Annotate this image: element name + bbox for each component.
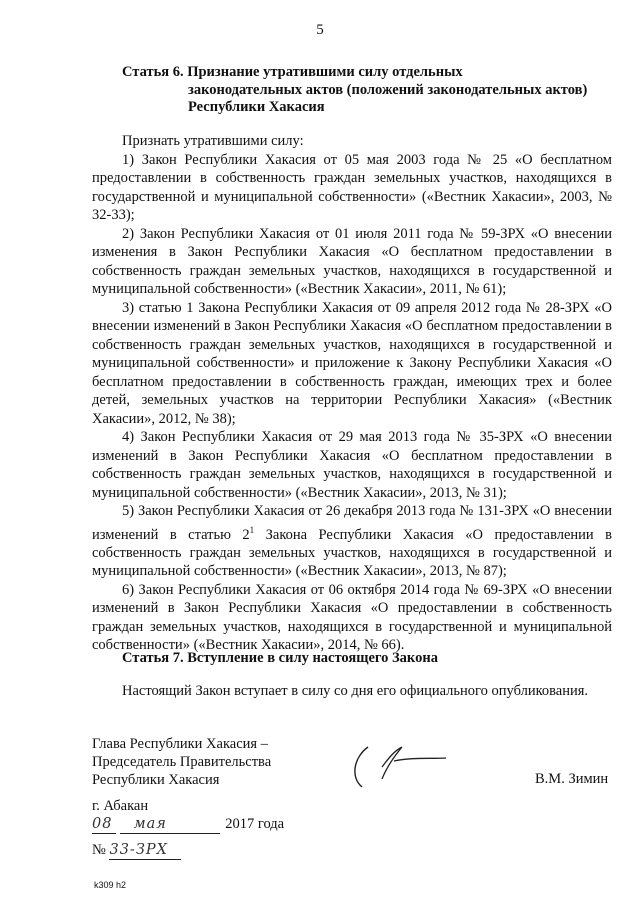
signer-name: В.М. Зимин (535, 771, 609, 787)
article-6-heading (122, 64, 612, 117)
date-day-blank (92, 816, 116, 834)
law-number-value: 33-ЗРХ (109, 842, 168, 858)
city-name: г. Абакан (92, 798, 149, 814)
law-number-blank (109, 842, 181, 860)
date-month: мая (133, 816, 167, 832)
article-6-intro: Признать утратившими силу: (122, 133, 304, 149)
signatory-title (92, 735, 271, 789)
repeal-item-2: 2) Закон Республики Хакасия от 01 июля 2011 года № 59-ЗРХ «О внесении изменения в Закон Республики Хакасия «О бесплатном предоставлении в собственность граждан земельных участков, находящихся в государственной и муниципальной собственности» («Вестник Хакасии», 2011, № 61); (92, 225, 612, 297)
article-7-text: Настоящий Закон вступает в силу со дня его официального опубликования. (122, 683, 589, 699)
page-number: 5 (316, 22, 324, 38)
signatory-title-line2: Председатель Правительства (92, 754, 272, 770)
repeal-item-5-text-a: 5) Закон Республики Хакасия от 26 декабря 2013 года № 131-ЗРХ «О внесении изменений в статью 2 (92, 503, 612, 543)
repeal-item-4: 4) Закон Республики Хакасия от 29 мая 2013 года № 35-ЗРХ «О внесении изменений в Закон Республики Хакасия «О бесплатном предоставлении в собственность граждан земельных участков, находящихся в государственной и муниципальной собственности» («Вестник Хакасии», 2013, № 31); (92, 429, 612, 501)
article-6-heading-line1: Статья 6. Признание утратившими силу отдельных (122, 64, 463, 80)
article-7-heading: Статья 7. Вступление в силу настоящего Закона (122, 650, 438, 666)
repeal-item-1: 1) Закон Республики Хакасия от 05 мая 2003 года № 25 «О бесплатном предоставлении в собственность граждан земельных участков, находящихся в государственной и муниципальной собственности» («Вестник Хакасии», 2003, № 32-33); (92, 151, 612, 223)
article-6-heading-line2: законодательных актов (положений законодательных актов) (188, 81, 588, 98)
date-month-blank (120, 816, 220, 834)
handwritten-signature (342, 737, 452, 795)
date-year: 2017 года (225, 816, 285, 832)
repeal-item-3: 3) статью 1 Закона Республики Хакасия от 09 апреля 2012 года № 28-ЗРХ «О внесении изменений в Закон Республики Хакасия «О бесплатном предоставлении в собственность граждан земельных участков, находящихся в государственной и муниципальной собственности» и приложение к Закону Республики Хакасия «О бесплатном предоставлении в собственность граждан, имеющих трех и более детей, земельных участков на территории Республики Хакасия» («Вестник Хакасии», 2012, № 38); (92, 299, 612, 427)
repeal-item-5-text-b: Закона Республики Хакасия «О предоставлении в собственность граждан земельных участков, находящихся в государственной и муниципальной собственности» («Вестник Хакасии», 2013, № 87); (92, 526, 613, 580)
signing-date (92, 816, 352, 838)
law-number (92, 842, 181, 860)
repeal-item-5 (92, 502, 612, 581)
repeal-item-5-superscript: 1 (249, 524, 255, 535)
law-number-prefix: № (92, 842, 106, 858)
article-6-body (92, 132, 612, 655)
signatory-title-line3: Республики Хакасия (92, 772, 220, 788)
repeal-item-6: 6) Закон Республики Хакасия от 06 октября 2014 года № 69-ЗРХ «О внесении изменений в Закон Республики Хакасия «О предоставлении в собственность граждан земельных участков, находящихся в государственной и муниципальной собственности» («Вестник Хакасии», 2014, № 66). (92, 581, 612, 654)
signatory-title-line1: Глава Республики Хакасия – (92, 736, 268, 752)
footer-code: k309 h2 (94, 880, 127, 890)
article-6-heading-line3: Республики Хакасия (188, 99, 325, 115)
date-day: 08 (92, 816, 113, 832)
